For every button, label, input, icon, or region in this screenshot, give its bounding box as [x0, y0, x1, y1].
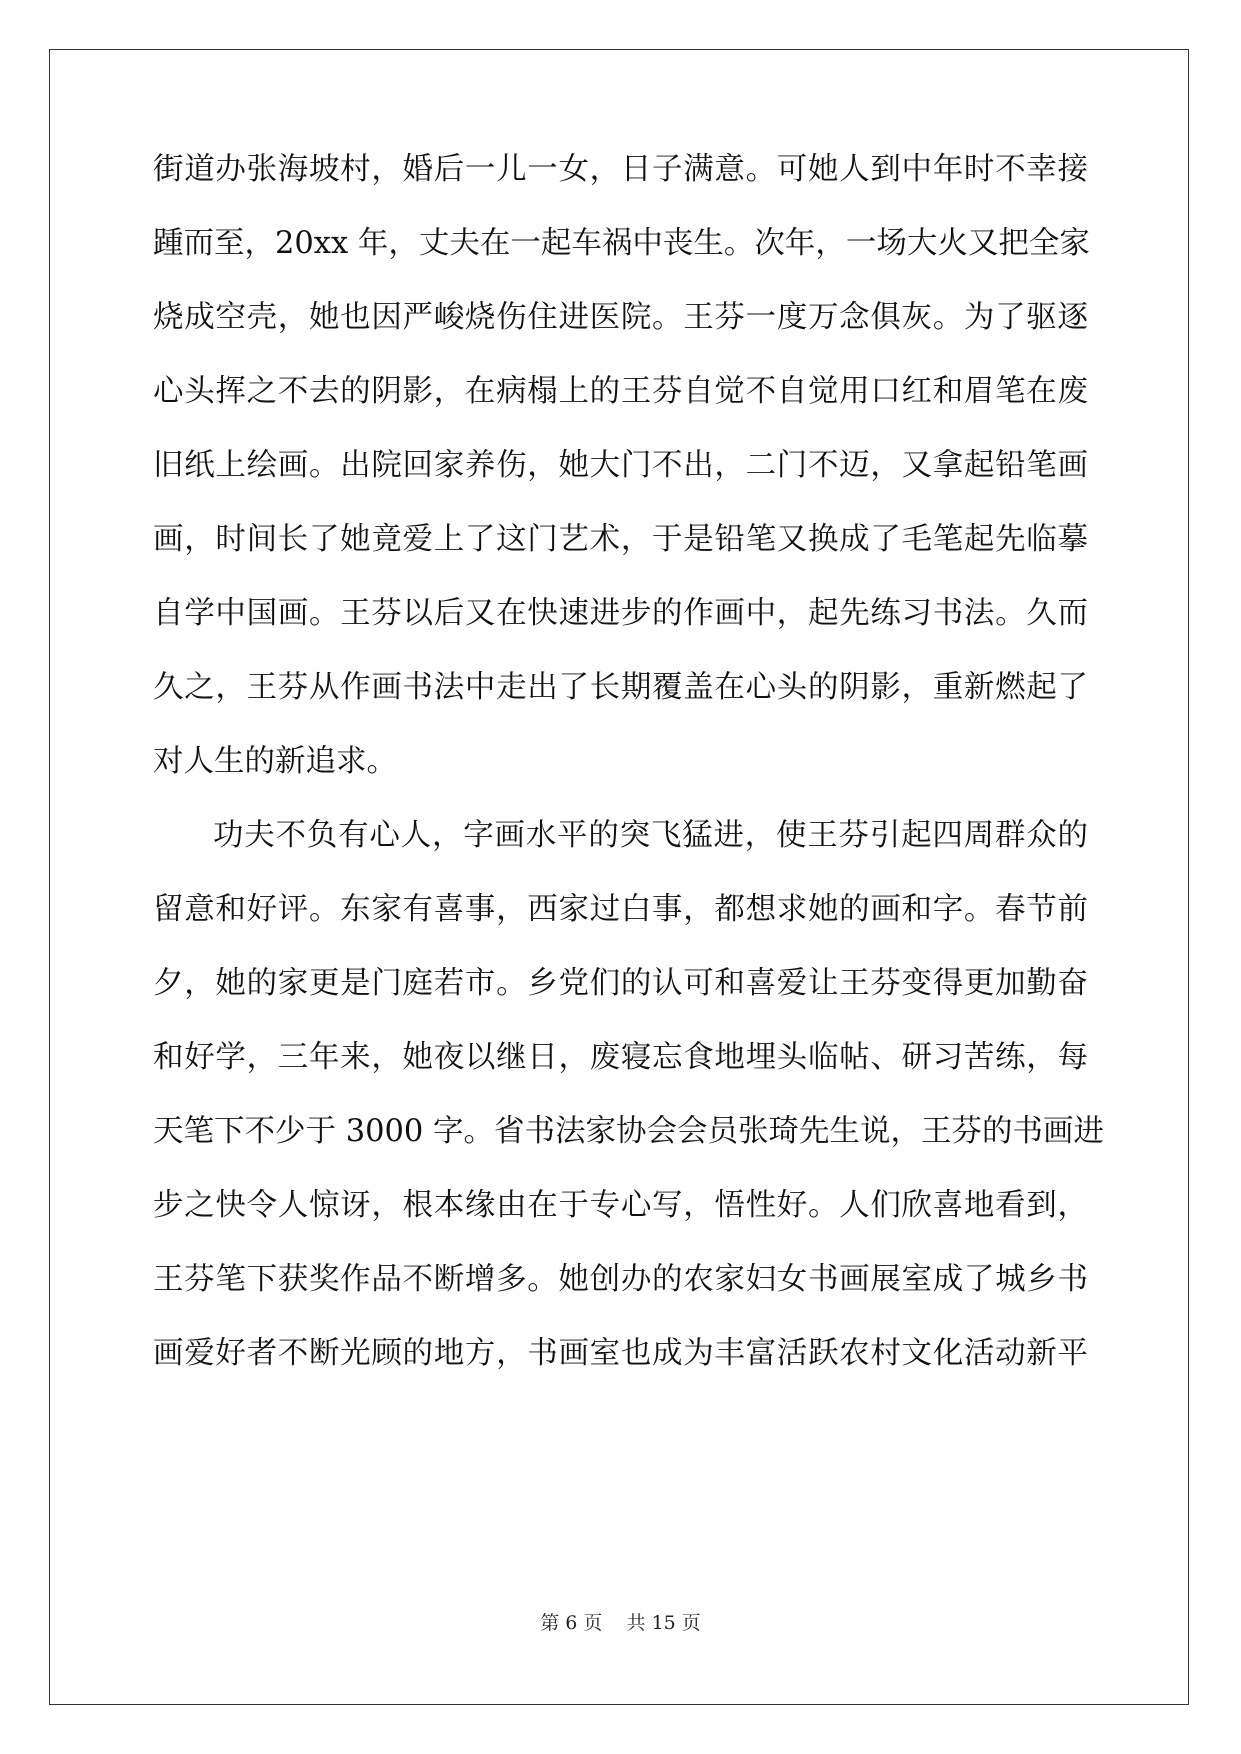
text-line: 烧成空壳，她也因严峻烧伤住进医院。王芬一度万念俱灰。为了驱逐: [153, 300, 1088, 335]
text-line: 自学中国画。王芬以后又在快速进步的作画中，起先练习书法。久而: [153, 596, 1088, 631]
text-line: 步之快令人惊讶，根本缘由在于专心写，悟性好。人们欣喜地看到，: [153, 1188, 1088, 1223]
text-line: 天笔下不少于 3000 字。省书法家协会会员张琦先生说，王芬的书画进: [153, 1114, 1105, 1149]
text-line: 功夫不负有心人，字画水平的突飞猛进，使王芬引起四周群众的: [213, 818, 1088, 853]
text-line: 久之，王芬从作画书法中走出了长期覆盖在心头的阴影，重新燃起了: [153, 670, 1088, 705]
text-line: 心头挥之不去的阴影，在病榻上的王芬自觉不自觉用口红和眉笔在废: [153, 374, 1088, 409]
text-line: 夕，她的家更是门庭若市。乡党们的认可和喜爱让王芬变得更加勤奋: [153, 966, 1088, 1001]
text-line: 留意和好评。东家有喜事，西家过白事，都想求她的画和字。春节前: [153, 892, 1088, 927]
text-line: 和好学，三年来，她夜以继日，废寝忘食地埋头临帖、研习苦练，每: [153, 1040, 1088, 1075]
text-line: 画，时间长了她竟爱上了这门艺术，于是铅笔又换成了毛笔起先临摹: [153, 522, 1088, 557]
text-line: 旧纸上绘画。出院回家养伤，她大门不出，二门不迈，又拿起铅笔画: [153, 448, 1088, 483]
text-line: 对人生的新追求。: [153, 744, 397, 779]
page-number-footer: 第 6 页 共 15 页: [540, 1612, 701, 1634]
text-line: 街道办张海坡村，婚后一儿一女，日子满意。可她人到中年时不幸接: [153, 152, 1088, 187]
text-line: 画爱好者不断光顾的地方，书画室也成为丰富活跃农村文化活动新平: [153, 1336, 1088, 1371]
text-line: 踵而至，20xx 年，丈夫在一起车祸中丧生。次年，一场大火又把全家: [153, 226, 1090, 261]
text-line: 王芬笔下获奖作品不断增多。她创办的农家妇女书画展室成了城乡书: [153, 1262, 1088, 1297]
